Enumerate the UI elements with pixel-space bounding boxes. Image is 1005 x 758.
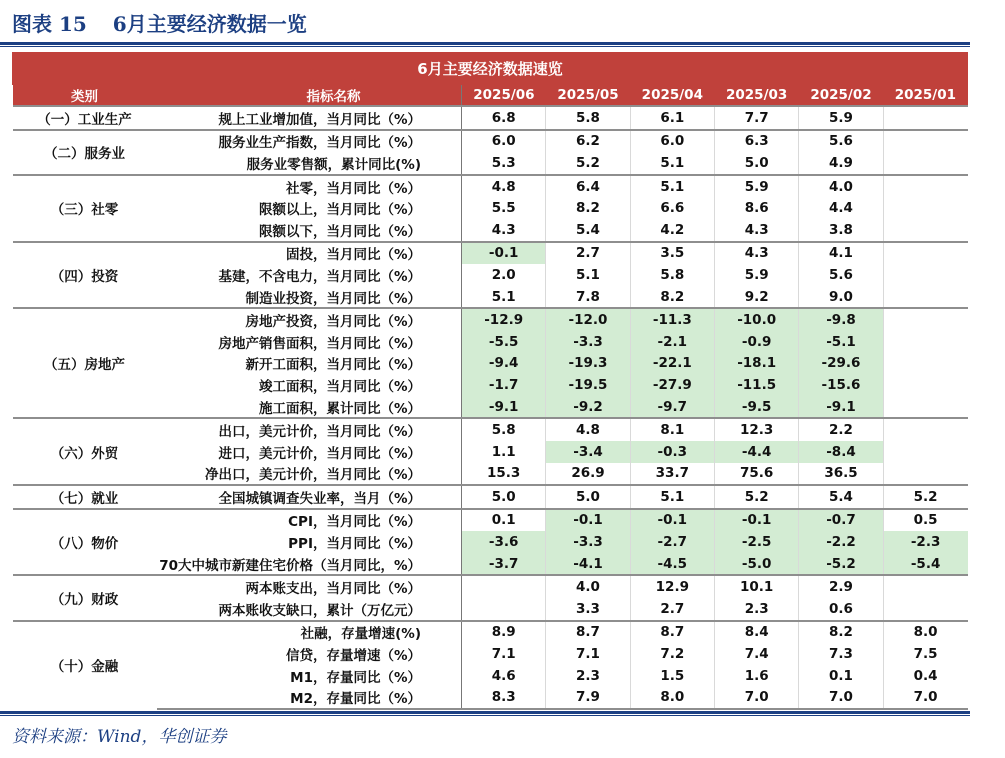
economic-data-table	[12, 52, 968, 710]
table-row	[13, 621, 968, 644]
value-cell: -0.1	[714, 509, 798, 532]
value-cell: -0.7	[799, 509, 883, 532]
value-cell: 4.9	[799, 152, 883, 175]
table-row	[13, 106, 968, 130]
value-cell: 5.8	[462, 418, 546, 441]
value-cell: 0.6	[799, 598, 883, 621]
value-cell: -27.9	[630, 374, 714, 396]
value-cell: -12.0	[546, 308, 630, 331]
value-cell: 8.6	[714, 197, 798, 219]
table-row	[13, 575, 968, 598]
value-cell: -10.0	[714, 308, 798, 331]
figure-label: 图表 15	[12, 12, 87, 36]
value-cell: 7.8	[546, 286, 630, 309]
table-header-row	[13, 85, 968, 107]
indicator-cell: 全国城镇调查失业率，当月（%）	[157, 485, 462, 509]
value-cell	[462, 598, 546, 621]
value-cell: 0.4	[883, 665, 967, 687]
value-cell	[883, 575, 967, 598]
value-cell: 5.1	[630, 175, 714, 198]
value-cell: 5.5	[462, 197, 546, 219]
value-cell: -2.7	[630, 531, 714, 553]
value-cell	[883, 242, 967, 265]
indicator-cell: 两本账支出，当月同比（%）	[157, 575, 462, 598]
value-cell: 9.0	[799, 286, 883, 309]
value-cell: 7.5	[883, 643, 967, 665]
value-cell: 12.9	[630, 575, 714, 598]
value-cell	[883, 308, 967, 331]
value-cell: -9.2	[546, 396, 630, 419]
value-cell: 7.2	[630, 643, 714, 665]
header-indicator: 指标名称	[157, 85, 462, 107]
value-cell: -0.9	[714, 331, 798, 353]
value-cell: 8.2	[799, 621, 883, 644]
indicator-cell: 进口，美元计价，当月同比（%）	[157, 441, 462, 463]
value-cell	[462, 575, 546, 598]
value-cell	[883, 197, 967, 219]
value-cell: -2.2	[799, 531, 883, 553]
value-cell: 8.0	[883, 621, 967, 644]
value-cell	[883, 264, 967, 286]
value-cell: -0.1	[546, 509, 630, 532]
value-cell: 8.7	[546, 621, 630, 644]
value-cell: 5.8	[630, 264, 714, 286]
indicator-cell: 限额以下，当月同比（%）	[157, 219, 462, 242]
value-cell	[883, 130, 967, 153]
value-cell: 2.2	[799, 418, 883, 441]
category-cell: （四）投资	[13, 242, 157, 309]
title-rule	[0, 42, 970, 45]
value-cell: 5.9	[799, 106, 883, 130]
category-cell: （二）服务业	[13, 130, 157, 175]
value-cell: -5.2	[799, 553, 883, 576]
value-cell: 26.9	[546, 463, 630, 486]
value-cell: -0.1	[462, 242, 546, 265]
category-cell: （五）房地产	[13, 308, 157, 418]
value-cell: 8.4	[714, 621, 798, 644]
value-cell: 4.0	[546, 575, 630, 598]
value-cell: -4.1	[546, 553, 630, 576]
table-body	[13, 106, 968, 709]
value-cell: 3.8	[799, 219, 883, 242]
indicator-cell: 房地产投资，当月同比（%）	[157, 308, 462, 331]
value-cell: 1.5	[630, 665, 714, 687]
figure-heading: 6月主要经济数据一览	[112, 12, 307, 36]
header-period: 2025/06	[462, 85, 546, 107]
indicator-cell: 70大中城市新建住宅价格（当月同比，%）	[157, 553, 462, 576]
value-cell: 5.9	[714, 175, 798, 198]
table-row	[13, 531, 968, 553]
value-cell: 6.6	[630, 197, 714, 219]
value-cell: -19.3	[546, 353, 630, 375]
table-row	[13, 418, 968, 441]
indicator-cell: 制造业投资，当月同比（%）	[157, 286, 462, 309]
value-cell: 75.6	[714, 463, 798, 486]
value-cell: 4.8	[462, 175, 546, 198]
indicator-cell: 竣工面积，当月同比（%）	[157, 374, 462, 396]
table-row	[13, 308, 968, 331]
value-cell	[883, 598, 967, 621]
value-cell: -0.3	[630, 441, 714, 463]
value-cell: 5.1	[630, 152, 714, 175]
value-cell	[883, 175, 967, 198]
table-row	[13, 598, 968, 621]
figure-title	[12, 8, 307, 37]
value-cell: -12.9	[462, 308, 546, 331]
value-cell: 5.3	[462, 152, 546, 175]
value-cell: -15.6	[799, 374, 883, 396]
table-row	[13, 509, 968, 532]
value-cell: 7.7	[714, 106, 798, 130]
header-period: 2025/03	[714, 85, 798, 107]
value-cell: 6.0	[630, 130, 714, 153]
value-cell: 8.2	[630, 286, 714, 309]
value-cell: -11.5	[714, 374, 798, 396]
footer-rule	[0, 711, 970, 714]
header-period: 2025/02	[799, 85, 883, 107]
value-cell: 5.2	[883, 485, 967, 509]
indicator-cell: 规上工业增加值，当月同比（%）	[157, 106, 462, 130]
value-cell: 4.3	[714, 219, 798, 242]
indicator-cell: 新开工面积，当月同比（%）	[157, 353, 462, 375]
value-cell: -4.5	[630, 553, 714, 576]
indicator-cell: 两本账收支缺口，累计（万亿元）	[157, 598, 462, 621]
indicator-cell: 服务业零售额，累计同比(%)	[157, 152, 462, 175]
indicator-cell: PPI，当月同比（%）	[157, 531, 462, 553]
value-cell: 6.1	[630, 106, 714, 130]
value-cell: 7.3	[799, 643, 883, 665]
table-row	[13, 643, 968, 665]
value-cell: 0.1	[799, 665, 883, 687]
indicator-cell: M2，存量同比（%）	[157, 686, 462, 709]
value-cell: -3.3	[546, 331, 630, 353]
value-cell: 5.9	[714, 264, 798, 286]
value-cell: 7.1	[462, 643, 546, 665]
table-row	[13, 242, 968, 265]
value-cell: 4.3	[714, 242, 798, 265]
value-cell: 8.1	[630, 418, 714, 441]
title-rule-thin	[0, 46, 970, 47]
value-cell: 0.1	[462, 509, 546, 532]
value-cell: -22.1	[630, 353, 714, 375]
indicator-cell: 基建，不含电力，当月同比（%）	[157, 264, 462, 286]
indicator-cell: M1，存量同比（%）	[157, 665, 462, 687]
header-period: 2025/01	[883, 85, 967, 107]
value-cell	[883, 396, 967, 419]
table-row	[13, 374, 968, 396]
value-cell: 2.0	[462, 264, 546, 286]
value-cell: 4.6	[462, 665, 546, 687]
header-period: 2025/05	[546, 85, 630, 107]
table-row	[13, 686, 968, 709]
table-row	[13, 463, 968, 486]
table-row	[13, 175, 968, 198]
value-cell: 5.1	[630, 485, 714, 509]
value-cell: -2.3	[883, 531, 967, 553]
value-cell: 3.3	[546, 598, 630, 621]
footer-rule-thin	[0, 715, 970, 716]
value-cell: 33.7	[630, 463, 714, 486]
value-cell: -9.7	[630, 396, 714, 419]
table-row	[13, 665, 968, 687]
category-cell: （七）就业	[13, 485, 157, 509]
value-cell: 7.0	[883, 686, 967, 709]
value-cell: 7.9	[546, 686, 630, 709]
value-cell: -9.8	[799, 308, 883, 331]
value-cell: -1.7	[462, 374, 546, 396]
value-cell: 2.7	[546, 242, 630, 265]
value-cell: 5.8	[546, 106, 630, 130]
header-category: 类别	[13, 85, 157, 107]
table-row	[13, 331, 968, 353]
value-cell: 6.0	[462, 130, 546, 153]
table-row	[13, 396, 968, 419]
value-cell: 0.5	[883, 509, 967, 532]
value-cell: 8.0	[630, 686, 714, 709]
table-row	[13, 264, 968, 286]
indicator-cell: 服务业生产指数，当月同比（%）	[157, 130, 462, 153]
value-cell: 4.3	[462, 219, 546, 242]
table-row	[13, 197, 968, 219]
value-cell	[883, 418, 967, 441]
indicator-cell: 限额以上，当月同比（%）	[157, 197, 462, 219]
value-cell	[883, 353, 967, 375]
indicator-cell: 房地产销售面积，当月同比（%）	[157, 331, 462, 353]
value-cell: 7.0	[799, 686, 883, 709]
value-cell: 6.2	[546, 130, 630, 153]
category-cell: （九）财政	[13, 575, 157, 620]
category-cell: （六）外贸	[13, 418, 157, 485]
table-row	[13, 553, 968, 576]
indicator-cell: 社零，当月同比（%）	[157, 175, 462, 198]
indicator-cell: CPI，当月同比（%）	[157, 509, 462, 532]
value-cell: -8.4	[799, 441, 883, 463]
value-cell: 1.1	[462, 441, 546, 463]
value-cell	[883, 219, 967, 242]
value-cell: -18.1	[714, 353, 798, 375]
value-cell: -3.3	[546, 531, 630, 553]
value-cell: 8.7	[630, 621, 714, 644]
value-cell: 4.8	[546, 418, 630, 441]
table-row	[13, 286, 968, 309]
header-period: 2025/04	[630, 85, 714, 107]
value-cell: -9.1	[799, 396, 883, 419]
value-cell: 2.3	[714, 598, 798, 621]
category-cell: （一）工业生产	[13, 106, 157, 130]
table-row	[13, 353, 968, 375]
value-cell: 2.3	[546, 665, 630, 687]
value-cell: 9.2	[714, 286, 798, 309]
value-cell: -2.5	[714, 531, 798, 553]
value-cell: -9.1	[462, 396, 546, 419]
value-cell: 4.1	[799, 242, 883, 265]
value-cell: -11.3	[630, 308, 714, 331]
value-cell: 4.0	[799, 175, 883, 198]
data-table-container	[12, 52, 967, 710]
value-cell: -2.1	[630, 331, 714, 353]
value-cell: 5.0	[546, 485, 630, 509]
value-cell: 5.4	[546, 219, 630, 242]
value-cell: 5.4	[799, 485, 883, 509]
value-cell: 4.2	[630, 219, 714, 242]
value-cell: 8.3	[462, 686, 546, 709]
value-cell: 12.3	[714, 418, 798, 441]
value-cell	[883, 463, 967, 486]
value-cell	[883, 441, 967, 463]
category-cell: （八）物价	[13, 509, 157, 576]
indicator-cell: 固投，当月同比（%）	[157, 242, 462, 265]
value-cell: -5.1	[799, 331, 883, 353]
value-cell: 7.1	[546, 643, 630, 665]
indicator-cell: 净出口，美元计价，当月同比（%）	[157, 463, 462, 486]
value-cell: -3.7	[462, 553, 546, 576]
value-cell: 2.7	[630, 598, 714, 621]
table-row	[13, 152, 968, 175]
value-cell	[883, 331, 967, 353]
category-cell: （十）金融	[13, 621, 157, 709]
value-cell: -5.0	[714, 553, 798, 576]
indicator-cell: 施工面积，累计同比（%）	[157, 396, 462, 419]
indicator-cell: 社融，存量增速(%)	[157, 621, 462, 644]
value-cell: 5.2	[714, 485, 798, 509]
value-cell: 8.9	[462, 621, 546, 644]
value-cell: 5.6	[799, 264, 883, 286]
table-banner: 6月主要经济数据速览	[13, 53, 968, 85]
value-cell: -9.5	[714, 396, 798, 419]
value-cell: 5.0	[462, 485, 546, 509]
value-cell	[883, 106, 967, 130]
value-cell: -5.5	[462, 331, 546, 353]
table-banner-row	[13, 53, 968, 85]
value-cell: 5.6	[799, 130, 883, 153]
value-cell: 6.8	[462, 106, 546, 130]
source-note: 资料来源：Wind，华创证券	[12, 727, 227, 747]
value-cell: 10.1	[714, 575, 798, 598]
value-cell	[883, 286, 967, 309]
value-cell: -3.6	[462, 531, 546, 553]
value-cell: 5.0	[714, 152, 798, 175]
value-cell: 2.9	[799, 575, 883, 598]
value-cell: 6.3	[714, 130, 798, 153]
value-cell: -4.4	[714, 441, 798, 463]
value-cell: -9.4	[462, 353, 546, 375]
value-cell: 4.4	[799, 197, 883, 219]
category-cell: （三）社零	[13, 175, 157, 242]
value-cell: 7.0	[714, 686, 798, 709]
value-cell	[883, 152, 967, 175]
value-cell: 15.3	[462, 463, 546, 486]
value-cell: 5.1	[546, 264, 630, 286]
value-cell: 8.2	[546, 197, 630, 219]
value-cell: 1.6	[714, 665, 798, 687]
table-row	[13, 219, 968, 242]
value-cell: 5.1	[462, 286, 546, 309]
table-row	[13, 485, 968, 509]
table-row	[13, 441, 968, 463]
value-cell: -29.6	[799, 353, 883, 375]
indicator-cell: 信贷，存量增速（%）	[157, 643, 462, 665]
value-cell: 6.4	[546, 175, 630, 198]
indicator-cell: 出口，美元计价，当月同比（%）	[157, 418, 462, 441]
value-cell: -0.1	[630, 509, 714, 532]
value-cell: -19.5	[546, 374, 630, 396]
value-cell: -3.4	[546, 441, 630, 463]
value-cell: 7.4	[714, 643, 798, 665]
value-cell	[883, 374, 967, 396]
value-cell: 5.2	[546, 152, 630, 175]
value-cell: 3.5	[630, 242, 714, 265]
value-cell: 36.5	[799, 463, 883, 486]
table-row	[13, 130, 968, 153]
value-cell: -5.4	[883, 553, 967, 576]
